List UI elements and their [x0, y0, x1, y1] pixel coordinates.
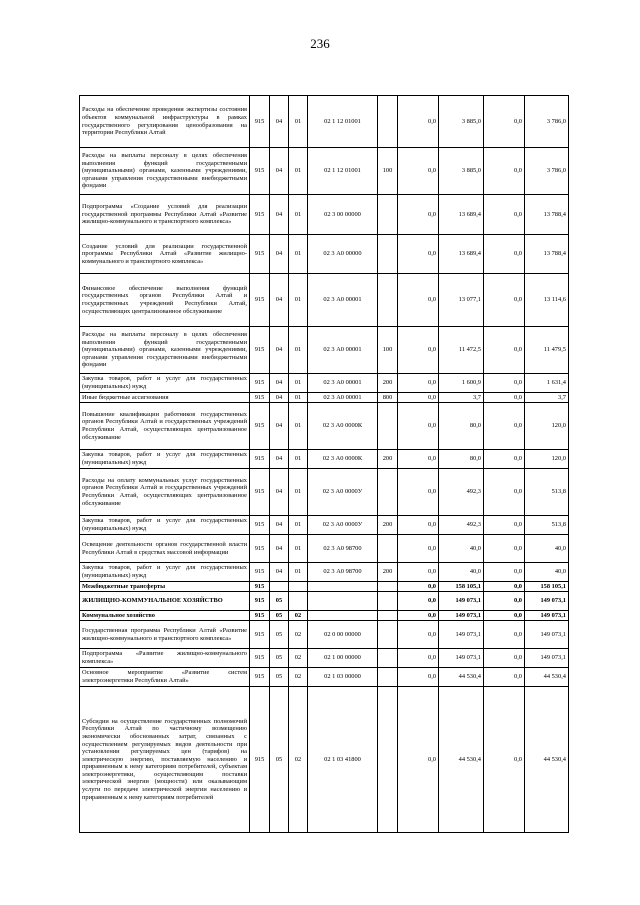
- amount-4: 13 788,4: [525, 195, 569, 235]
- amount-2: 3 885,0: [439, 148, 484, 195]
- amount-2: 80,0: [439, 403, 484, 450]
- expense-type-code: 200: [378, 450, 398, 469]
- row-name: Расходы на обеспечение проведения экспертизы состояния объектов коммунальной инфраструктуры в рамках государственного регулирования ценообразования на территории Республики Алтай: [80, 96, 250, 148]
- section-code: 05: [270, 611, 289, 621]
- admin-code: 915: [250, 469, 270, 516]
- row-name: Государственная программа Республики Алтай «Развитие жилищно-коммунального и транспортного комплекса»: [80, 621, 250, 649]
- target-article-code: 02 1 12 01001: [308, 96, 378, 148]
- amount-3: 0,0: [484, 582, 525, 592]
- admin-code: 915: [250, 274, 270, 327]
- subsection-code: 02: [289, 621, 308, 649]
- row-name: Повышение квалификации работников государственных органов Республики Алтай и государственных учреждений Республики Алтай, осуществляющих централизованное обслуживание: [80, 403, 250, 450]
- expense-type-code: [378, 195, 398, 235]
- admin-code: 915: [250, 393, 270, 403]
- amount-3: 0,0: [484, 374, 525, 393]
- amount-2: 1 600,9: [439, 374, 484, 393]
- amount-2: 158 105,1: [439, 582, 484, 592]
- table-row: [80, 582, 569, 592]
- section-code: 04: [270, 469, 289, 516]
- table-row: [80, 450, 569, 469]
- admin-code: 915: [250, 535, 270, 563]
- subsection-code: 01: [289, 535, 308, 563]
- target-article-code: 02 3 А0 00001: [308, 327, 378, 374]
- amount-2: 40,0: [439, 563, 484, 582]
- amount-4: 44 530,4: [525, 687, 569, 833]
- amount-1: 0,0: [398, 148, 439, 195]
- table-row: [80, 96, 569, 148]
- row-name: Создание условий для реализации государственной программы Республики Алтай «Развитие жилищно-коммунального и транспортного комплекса»: [80, 235, 250, 274]
- subsection-code: 02: [289, 611, 308, 621]
- table-row: [80, 374, 569, 393]
- amount-2: 149 073,1: [439, 611, 484, 621]
- table-row: [80, 516, 569, 535]
- row-name: Закупка товаров, работ и услуг для государственных (муниципальных) нужд: [80, 450, 250, 469]
- table-row: [80, 621, 569, 649]
- amount-1: 0,0: [398, 469, 439, 516]
- amount-1: 0,0: [398, 516, 439, 535]
- amount-2: 149 073,1: [439, 649, 484, 668]
- amount-1: 0,0: [398, 327, 439, 374]
- target-article-code: 02 3 00 00000: [308, 195, 378, 235]
- admin-code: 915: [250, 563, 270, 582]
- amount-4: 1 631,4: [525, 374, 569, 393]
- subsection-code: 01: [289, 516, 308, 535]
- expense-type-code: [378, 96, 398, 148]
- expense-type-code: [378, 611, 398, 621]
- expense-type-code: [378, 592, 398, 611]
- section-code: 05: [270, 668, 289, 687]
- section-code: [270, 582, 289, 592]
- amount-3: 0,0: [484, 235, 525, 274]
- row-name: Финансовое обеспечение выполнения функций государственных органов Республики Алтай и государственных учреждений Республики Алтай, осуществляющих централизованное обслуживание: [80, 274, 250, 327]
- amount-1: 0,0: [398, 621, 439, 649]
- section-code: 04: [270, 393, 289, 403]
- amount-1: 0,0: [398, 96, 439, 148]
- table-row: [80, 469, 569, 516]
- amount-3: 0,0: [484, 450, 525, 469]
- subsection-code: 01: [289, 274, 308, 327]
- amount-2: 3,7: [439, 393, 484, 403]
- amount-4: 120,0: [525, 403, 569, 450]
- amount-1: 0,0: [398, 403, 439, 450]
- amount-3: 0,0: [484, 274, 525, 327]
- amount-3: 0,0: [484, 403, 525, 450]
- row-name: Коммунальное хозяйство: [80, 611, 250, 621]
- expense-type-code: [378, 582, 398, 592]
- target-article-code: 02 3 А0 98700: [308, 563, 378, 582]
- amount-1: 0,0: [398, 649, 439, 668]
- admin-code: 915: [250, 195, 270, 235]
- section-code: 04: [270, 327, 289, 374]
- expense-type-code: [378, 649, 398, 668]
- row-name: Иные бюджетные ассигнования: [80, 393, 250, 403]
- amount-3: 0,0: [484, 516, 525, 535]
- section-code: 04: [270, 563, 289, 582]
- expense-type-code: [378, 668, 398, 687]
- admin-code: 915: [250, 235, 270, 274]
- amount-2: 3 885,0: [439, 96, 484, 148]
- amount-4: 120,0: [525, 450, 569, 469]
- target-article-code: 02 3 А0 00001: [308, 274, 378, 327]
- admin-code: 915: [250, 374, 270, 393]
- amount-4: 40,0: [525, 563, 569, 582]
- expense-type-code: [378, 469, 398, 516]
- subsection-code: 02: [289, 687, 308, 833]
- amount-4: 11 479,5: [525, 327, 569, 374]
- row-name: Подпрограмма «Создание условий для реализации государственной программы Республики Алтай «Развитие жилищно-коммунального и транспортного комплекса»: [80, 195, 250, 235]
- row-name: Расходы на оплату коммунальных услуг государственных органов Республики Алтай и государственных учреждений Республики Алтай, осуществляющих централизованное обслуживание: [80, 469, 250, 516]
- amount-2: 80,0: [439, 450, 484, 469]
- row-name: Подпрограмма «Развитие жилищно-коммунального комплекса»: [80, 649, 250, 668]
- amount-2: 40,0: [439, 535, 484, 563]
- section-code: 05: [270, 687, 289, 833]
- expense-type-code: [378, 535, 398, 563]
- section-code: 04: [270, 403, 289, 450]
- target-article-code: [308, 582, 378, 592]
- section-code: 04: [270, 535, 289, 563]
- expense-type-code: 200: [378, 516, 398, 535]
- table-row: [80, 592, 569, 611]
- amount-3: 0,0: [484, 649, 525, 668]
- table-row: [80, 148, 569, 195]
- subsection-code: 01: [289, 403, 308, 450]
- amount-4: 3,7: [525, 393, 569, 403]
- row-name: Субсидии на осуществление государственных полномочий Республики Алтай по частичному возмещению экономически обоснованных затрат, связанных с осуществлением регулируемых видов деятельности при установлении регулируемых цен (тарифов) на электрическую энергию, поставляемую населению и приравненным к нему категориям потребителей, субъектам электроэнергетики, осуществляющим поставки электрической энергии (мощности) или оказывающим услуги по передаче электрической энергии населению и приравненным к нему категориям потребителей: [80, 687, 250, 833]
- amount-3: 0,0: [484, 668, 525, 687]
- section-code: 04: [270, 148, 289, 195]
- amount-1: 0,0: [398, 235, 439, 274]
- amount-4: 40,0: [525, 535, 569, 563]
- target-article-code: 02 1 12 01001: [308, 148, 378, 195]
- row-name: ЖИЛИЩНО-КОММУНАЛЬНОЕ ХОЗЯЙСТВО: [80, 592, 250, 611]
- admin-code: 915: [250, 611, 270, 621]
- amount-2: 11 472,5: [439, 327, 484, 374]
- admin-code: 915: [250, 649, 270, 668]
- amount-1: 0,0: [398, 195, 439, 235]
- amount-4: 149 073,1: [525, 611, 569, 621]
- amount-1: 0,0: [398, 450, 439, 469]
- amount-3: 0,0: [484, 611, 525, 621]
- section-code: 04: [270, 195, 289, 235]
- subsection-code: 01: [289, 374, 308, 393]
- target-article-code: 02 3 А0 0000У: [308, 516, 378, 535]
- subsection-code: 01: [289, 148, 308, 195]
- amount-3: 0,0: [484, 563, 525, 582]
- subsection-code: 02: [289, 668, 308, 687]
- subsection-code: 02: [289, 649, 308, 668]
- expense-type-code: 200: [378, 374, 398, 393]
- table-row: [80, 687, 569, 833]
- subsection-code: 01: [289, 393, 308, 403]
- subsection-code: 01: [289, 96, 308, 148]
- amount-3: 0,0: [484, 148, 525, 195]
- row-name: Межбюджетные трансферты: [80, 582, 250, 592]
- row-name: Закупка товаров, работ и услуг для государственных (муниципальных) нужд: [80, 374, 250, 393]
- amount-2: 149 073,1: [439, 621, 484, 649]
- amount-4: 513,8: [525, 516, 569, 535]
- amount-4: 13 114,6: [525, 274, 569, 327]
- admin-code: 915: [250, 621, 270, 649]
- expense-type-code: 100: [378, 327, 398, 374]
- expense-type-code: [378, 687, 398, 833]
- amount-3: 0,0: [484, 469, 525, 516]
- target-article-code: 02 1 00 00000: [308, 649, 378, 668]
- table-row: [80, 403, 569, 450]
- amount-2: 492,3: [439, 516, 484, 535]
- amount-1: 0,0: [398, 374, 439, 393]
- row-name: Освещение деятельности органов государственной власти Республики Алтай в средствах массовой информации: [80, 535, 250, 563]
- amount-2: 149 073,1: [439, 592, 484, 611]
- amount-2: 44 530,4: [439, 687, 484, 833]
- amount-1: 0,0: [398, 563, 439, 582]
- amount-3: 0,0: [484, 621, 525, 649]
- target-article-code: 02 1 03 00000: [308, 668, 378, 687]
- section-code: 04: [270, 235, 289, 274]
- table-row: [80, 611, 569, 621]
- expense-type-code: 800: [378, 393, 398, 403]
- table-row: [80, 393, 569, 403]
- expense-type-code: [378, 274, 398, 327]
- amount-1: 0,0: [398, 592, 439, 611]
- admin-code: 915: [250, 687, 270, 833]
- target-article-code: 02 3 А0 98700: [308, 535, 378, 563]
- subsection-code: 01: [289, 235, 308, 274]
- target-article-code: 02 3 А0 00001: [308, 393, 378, 403]
- table-row: [80, 668, 569, 687]
- subsection-code: 01: [289, 195, 308, 235]
- section-code: 04: [270, 450, 289, 469]
- amount-4: 3 786,0: [525, 96, 569, 148]
- amount-1: 0,0: [398, 611, 439, 621]
- amount-3: 0,0: [484, 687, 525, 833]
- amount-4: 149 073,1: [525, 649, 569, 668]
- budget-table: [79, 95, 569, 833]
- amount-3: 0,0: [484, 592, 525, 611]
- amount-1: 0,0: [398, 535, 439, 563]
- amount-1: 0,0: [398, 668, 439, 687]
- target-article-code: 02 3 А0 00001: [308, 374, 378, 393]
- amount-3: 0,0: [484, 535, 525, 563]
- admin-code: 915: [250, 450, 270, 469]
- section-code: 05: [270, 592, 289, 611]
- admin-code: 915: [250, 592, 270, 611]
- subsection-code: 01: [289, 563, 308, 582]
- amount-3: 0,0: [484, 195, 525, 235]
- subsection-code: [289, 582, 308, 592]
- admin-code: 915: [250, 516, 270, 535]
- expense-type-code: [378, 403, 398, 450]
- expense-type-code: 100: [378, 148, 398, 195]
- table-row: [80, 563, 569, 582]
- table-row: [80, 649, 569, 668]
- amount-4: 44 530,4: [525, 668, 569, 687]
- section-code: 05: [270, 621, 289, 649]
- amount-2: 44 530,4: [439, 668, 484, 687]
- row-name: Основное мероприятие «Развитие систем электроэнергетики Республики Алтай»: [80, 668, 250, 687]
- table-row: [80, 535, 569, 563]
- section-code: 05: [270, 649, 289, 668]
- target-article-code: 02 3 А0 00000: [308, 235, 378, 274]
- amount-3: 0,0: [484, 393, 525, 403]
- page-number: 236: [310, 36, 330, 51]
- section-code: 04: [270, 96, 289, 148]
- admin-code: 915: [250, 403, 270, 450]
- amount-3: 0,0: [484, 327, 525, 374]
- admin-code: 915: [250, 96, 270, 148]
- subsection-code: 01: [289, 327, 308, 374]
- table-row: [80, 195, 569, 235]
- row-name: Закупка товаров, работ и услуг для государственных (муниципальных) нужд: [80, 563, 250, 582]
- amount-1: 0,0: [398, 274, 439, 327]
- target-article-code: 02 0 00 00000: [308, 621, 378, 649]
- section-code: 04: [270, 374, 289, 393]
- target-article-code: 02 3 А0 0000У: [308, 469, 378, 516]
- table-row: [80, 235, 569, 274]
- amount-4: 513,8: [525, 469, 569, 516]
- admin-code: 915: [250, 582, 270, 592]
- target-article-code: 02 3 А0 0000К: [308, 403, 378, 450]
- amount-4: 3 786,0: [525, 148, 569, 195]
- expense-type-code: 200: [378, 563, 398, 582]
- amount-4: 13 788,4: [525, 235, 569, 274]
- amount-1: 0,0: [398, 582, 439, 592]
- table-row: [80, 327, 569, 374]
- amount-1: 0,0: [398, 393, 439, 403]
- section-code: 04: [270, 516, 289, 535]
- expense-type-code: [378, 621, 398, 649]
- target-article-code: [308, 592, 378, 611]
- amount-4: 149 073,1: [525, 592, 569, 611]
- row-name: Расходы на выплаты персоналу в целях обеспечения выполнения функций государственными (муниципальными) органами, казенными учреждениями, органами управления государственными внебюджетными фондами: [80, 148, 250, 195]
- amount-2: 13 689,4: [439, 195, 484, 235]
- admin-code: 915: [250, 327, 270, 374]
- target-article-code: 02 1 03 41800: [308, 687, 378, 833]
- expense-type-code: [378, 235, 398, 274]
- amount-4: 158 105,1: [525, 582, 569, 592]
- admin-code: 915: [250, 148, 270, 195]
- section-code: 04: [270, 274, 289, 327]
- amount-1: 0,0: [398, 687, 439, 833]
- amount-2: 492,3: [439, 469, 484, 516]
- amount-3: 0,0: [484, 96, 525, 148]
- target-article-code: 02 3 А0 0000К: [308, 450, 378, 469]
- amount-2: 13 077,1: [439, 274, 484, 327]
- table-row: [80, 274, 569, 327]
- amount-2: 13 689,4: [439, 235, 484, 274]
- row-name: Закупка товаров, работ и услуг для государственных (муниципальных) нужд: [80, 516, 250, 535]
- admin-code: 915: [250, 668, 270, 687]
- subsection-code: [289, 592, 308, 611]
- budget-table-body: [80, 96, 569, 833]
- subsection-code: 01: [289, 469, 308, 516]
- subsection-code: 01: [289, 450, 308, 469]
- row-name: Расходы на выплаты персоналу в целях обеспечения выполнения функций государственными (муниципальными) органами, казенными учреждениями, органами управления государственными внебюджетными фондами: [80, 327, 250, 374]
- amount-4: 149 073,1: [525, 621, 569, 649]
- target-article-code: [308, 611, 378, 621]
